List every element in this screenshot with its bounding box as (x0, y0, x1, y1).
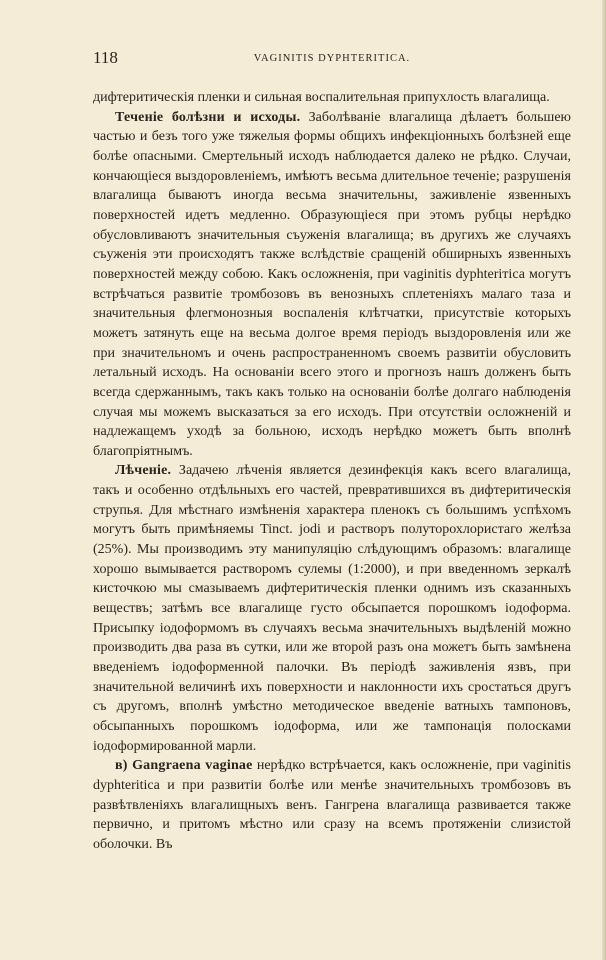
paragraph-4-text: нерѣдко встрѣчается, какъ осложненіе, при vaginitis dyphterіtica и при развитіи болѣе или менѣе значительныхъ тромбозовъ въ развѣтвленіяхъ влагалищныхъ венъ. Гангрена влагалища развивается также первично, и притомъ мѣстно или сразу на всемъ протяженіи слизистой оболочки. Въ (93, 758, 571, 852)
section-heading-gangrene: в) Gangraena vaginae (115, 758, 253, 774)
paragraph-4 (93, 756, 571, 854)
paragraph-2-text: Заболѣваніе влагалища дѣлаетъ большею частью и безъ того уже тяжелыя формы общихъ инфекціонныхъ болѣзней еще болѣе опасными. Смертельный исходъ наблюдается далеко не рѣдко. Случаи, кончающіеся выздоровленіемъ, имѣютъ весьма длительное теченіе; разрушенія влагалища бываютъ иногда весьма значительны, заживленіе язвенныхъ поверхностей идетъ медленно. Образующіеся при этомъ рубцы нерѣдко обусловливаютъ значительныя съуженія влагалища; въ другихъ же случаяхъ съуженія эти происходятъ также вслѣдствіе сращеній обширныхъ язвенныхъ поверхностей между собою. Какъ осложненія, при vaginitis dyphterітіса могутъ встрѣчаться развитіе тромбозовъ въ венозныхъ сплетеніяхъ малаго таза и значительныя флегмонозныя воспаленія клѣтчатки, присутствіе которыхъ можетъ затянуть еще на весьма долгое время періодъ выздоровленія или же при значительномъ и очень распространенномъ своемъ развитіи обусловить летальный исходъ. На основаніи всего этого и прогнозъ нашъ долженъ быть всегда сдержаннымъ, такъ какъ только на основаніи болѣе долгаго наблюденія случая мы можемъ высказаться за его исходъ. При отсутствіи осложненій и надлежащемъ уходѣ за больною, исходъ нерѣдко можетъ быть вполнѣ благопріятнымъ. (93, 109, 571, 459)
page-edge-shadow (602, 0, 606, 960)
paragraph-3-text: Задачею лѣченія является дезинфекція какъ всего влагалища, такъ и особенно отдѣльныхъ его частей, превратившихся въ дифтеритическія струпья. Для мѣстнаго измѣненія характера пленокъ съ большимъ успѣхомъ могутъ быть примѣняемы Tinct. jodi и растворъ полуторохлористаго желѣза (25%). Мы производимъ эту манипуляцію слѣдующимъ образомъ: влагалище хорошо вымывается растворомъ сулемы (1:2000), и при введенномъ зеркалѣ кисточкою мы смазываемъ дифтеритическія пленки однимъ изъ сказанныхъ веществъ; затѣмъ все влагалище густо обсыпается порошкомъ іодоформа. Присыпку іодоформомъ въ случаяхъ весьма значительныхъ выдѣленій можно производить два раза въ сутки, или же второй разъ она можетъ быть замѣнена введеніемъ іодоформенной палочки. Въ періодѣ заживленія язвъ, при значительной величинѣ ихъ поверхности и наклонности ихъ сростаться другъ съ другомъ, вполнѣ умѣстно методическое введеніе ватныхъ тампоновъ, обсыпанныхъ порошкомъ іодоформа, или же тампонація полосками іодоформированной марли. (93, 463, 571, 754)
section-heading-treatment: Лѣченіе. (115, 463, 172, 479)
page-header (93, 48, 571, 70)
paragraph-2 (93, 108, 571, 462)
page-number: 118 (93, 48, 118, 67)
paragraph-1 (93, 88, 571, 108)
body-text (93, 88, 571, 855)
running-title: VAGINITIS DYPHTERITICA. (253, 53, 411, 64)
section-heading-course: Теченіе болѣзни и исходы. (115, 109, 301, 125)
paragraph-1-text: дифтеритическія пленки и сильная воспалительная припухлость влагалища. (93, 90, 550, 105)
paragraph-3 (93, 461, 571, 756)
